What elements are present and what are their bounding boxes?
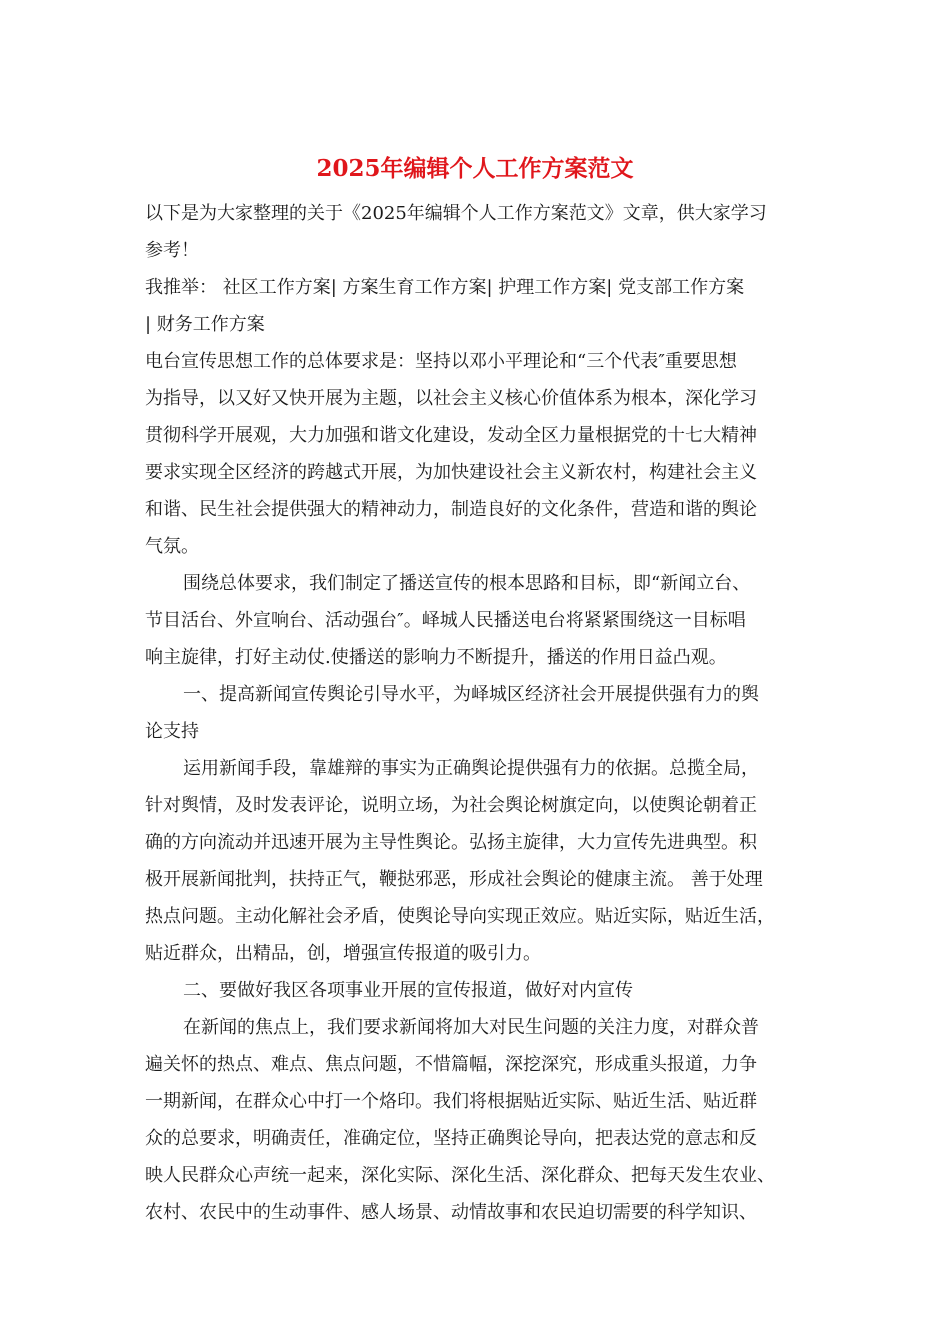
text-line: 气氛。 (145, 536, 199, 557)
document-title: 2025年编辑个人工作方案范文 (316, 155, 634, 182)
text-line: 针对舆情，及时发表评论，说明立场，为社会舆论树旗定向，以使舆论朝着正 (145, 795, 757, 816)
text-line: 农村、农民中的生动事件、感人场景、动情故事和农民迫切需要的科学知识、 (145, 1202, 757, 1223)
text-line: 为指导，以又好又快开展为主题，以社会主义核心价值体系为根本，深化学习 (145, 388, 757, 409)
text-line: 二、要做好我区各项事业开展的宣传报道，做好对内宣传 (183, 980, 633, 1001)
text-line: 我推举： 社区工作方案| 方案生育工作方案| 护理工作方案| 党支部工作方案 (145, 277, 745, 298)
text-line: 在新闻的焦点上，我们要求新闻将加大对民生问题的关注力度，对群众普 (183, 1017, 759, 1038)
text-line: 和谐、民生社会提供强大的精神动力，制造良好的文化条件，营造和谐的舆论 (145, 499, 757, 520)
text-line: 确的方向流动并迅速开展为主导性舆论。弘扬主旋律，大力宣传先进典型。积 (145, 832, 757, 853)
document-body (145, 195, 810, 1231)
text-line: 贯彻科学开展观，大力加强和谐文化建设，发动全区力量根据党的十七大精神 (145, 425, 757, 446)
text-line: 众的总要求，明确责任，准确定位，坚持正确舆论导向，把表达党的意志和反 (145, 1128, 757, 1149)
text-line: 论支持 (145, 721, 199, 742)
text-line: 电台宣传思想工作的总体要求是：坚持以邓小平理论和“三个代表″重要思想 (145, 351, 737, 372)
text-line: 响主旋律，打好主动仗.使播送的影响力不断提升，播送的作用日益凸观。 (145, 647, 727, 668)
text-line: 映人民群众心声统一起来，深化实际、深化生活、深化群众、把每天发生农业、 (145, 1165, 775, 1186)
text-line: | 财务工作方案 (145, 314, 265, 335)
text-line: 一、提高新闻宣传舆论引导水平，为峄城区经济社会开展提供强有力的舆 (183, 684, 759, 705)
text-line: 要求实现全区经济的跨越式开展，为加快建设社会主义新农村，构建社会主义 (145, 462, 757, 483)
text-line: 热点问题。主动化解社会矛盾，使舆论导向实现正效应。贴近实际，贴近生活， (145, 906, 775, 927)
text-line: 极开展新闻批判，扶持正气，鞭挞邪恶，形成社会舆论的健康主流。 善于处理 (145, 869, 763, 890)
text-line: 参考！ (145, 240, 199, 261)
text-line: 围绕总体要求，我们制定了播送宣传的根本思路和目标，即“新闻立台、 (183, 573, 751, 594)
text-line: 以下是为大家整理的关于《2025年编辑个人工作方案范文》文章，供大家学习 (145, 203, 767, 224)
text-line: 一期新闻，在群众心中打一个烙印。我们将根据贴近实际、贴近生活、贴近群 (145, 1091, 757, 1112)
text-line: 节目活台、外宣响台、活动强台″。峄城人民播送电台将紧紧围绕这一目标唱 (145, 610, 746, 631)
text-line: 运用新闻手段，靠雄辩的事实为正确舆论提供强有力的依据。总揽全局， (183, 758, 759, 779)
text-line: 遍关怀的热点、难点、焦点问题，不惜篇幅，深挖深究，形成重头报道，力争 (145, 1054, 757, 1075)
text-line: 贴近群众，出精品，创，增强宣传报道的吸引力。 (145, 943, 541, 964)
